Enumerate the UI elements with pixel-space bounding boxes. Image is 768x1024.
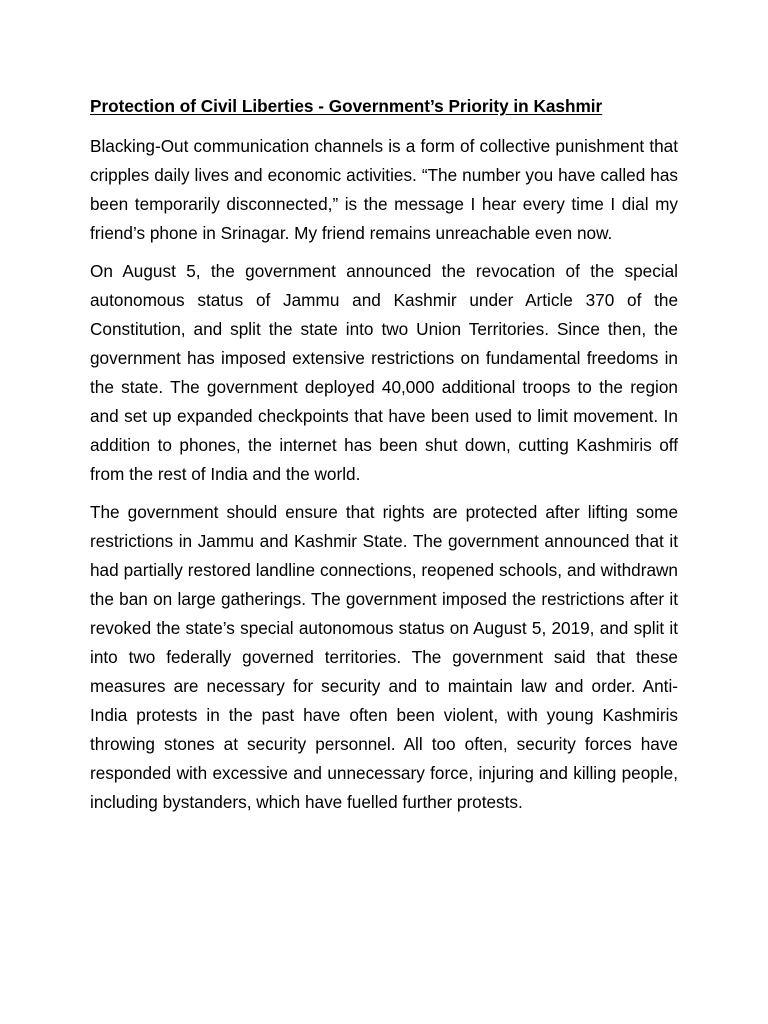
paragraph-revocation: On August 5, the government announced the revocation of the special autonomous status of Jammu and Kashmir under Article 370 of the Constitution, and split the state into two Union Territories. Since then, the government has imposed extensive restrictions on fundamental freedoms in the state. The government deployed 40,000 additional troops to the region and set up expanded checkpoints that have been used to limit movement. In addition to phones, the internet has been shut down, cutting Kashmiris off from the rest of India and the world. (90, 261, 678, 484)
paragraph-rights: The government should ensure that rights are protected after lifting some restrictions in Jammu and Kashmir State. The government announced that it had partially restored landline connections, reopened schools, and withdrawn the ban on large gatherings. The government imposed the restrictions after it revoked the state’s special autonomous status on August 5, 2019, and split it into two federally governed territories. The government said that these measures are necessary for security and to maintain law and order. Anti-India protests in the past have often been violent, with young Kashmiris throwing stones at security personnel. All too often, security forces have responded with excessive and unnecessary force, injuring and killing people, including bystanders, which have fuelled further protests. (90, 502, 678, 812)
paragraph-blackout: Blacking-Out communication channels is a form of collective punishment that cripples daily lives and economic activities. “The number you have called has been temporarily disconnected,” is the message I hear every time I dial my friend’s phone in Srinagar. My friend remains unreachable even now. (90, 136, 678, 243)
document-title: Protection of Civil Liberties - Government’s Priority in Kashmir (90, 96, 603, 116)
document-page (90, 92, 678, 826)
